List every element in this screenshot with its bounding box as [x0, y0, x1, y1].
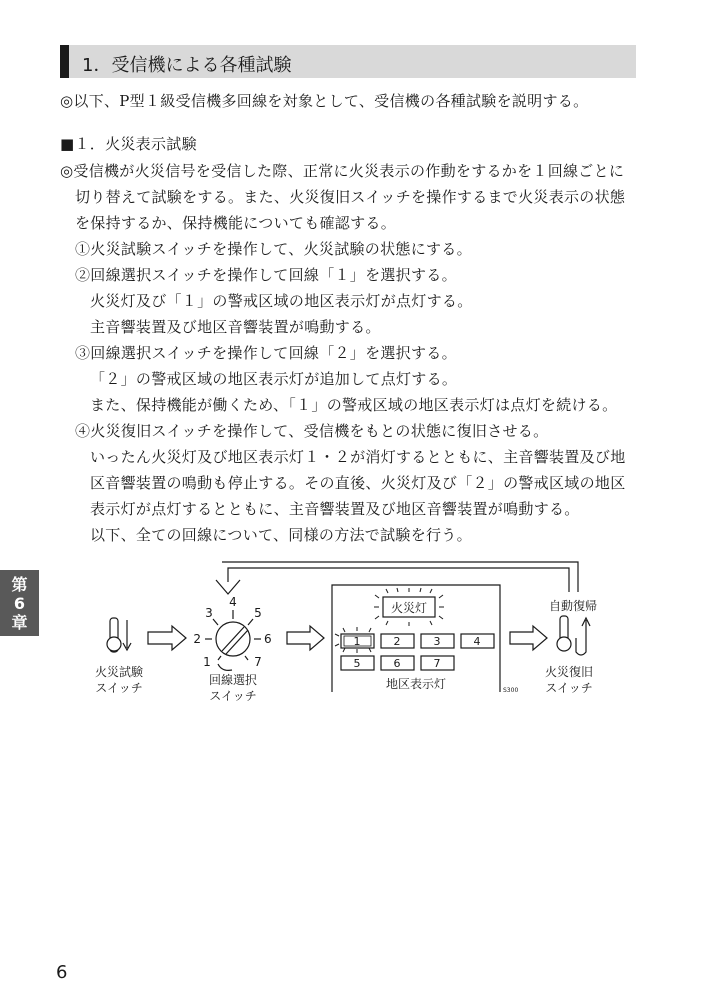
step-1: ①火災試験スイッチを操作して、火災試験の状態にする。	[75, 240, 472, 258]
intro-text: ◎以下、P型１級受信機多回線を対象として、受信機の各種試験を説明する。	[60, 92, 589, 110]
fire-test-switch-icon	[107, 618, 131, 652]
chapter-tab-char: 第	[11, 574, 28, 594]
zone-lamp-number: 7	[433, 657, 441, 670]
dial-number: 2	[193, 632, 201, 646]
zone-lamp-number: 4	[473, 635, 481, 648]
flow-arrow-icon	[148, 626, 186, 650]
section-header	[60, 45, 636, 78]
paragraph-line: ◎受信機が火災信号を受信した際、正常に火災表示の作動をするかを１回線ごとに	[60, 162, 625, 180]
auto-recovery-label: 自動復帰	[548, 599, 598, 613]
flow-arrow-icon	[287, 626, 324, 650]
dial-number: 7	[254, 655, 262, 669]
zone-panel-label: 地区表示灯	[385, 677, 447, 691]
zone-lamp-number: 3	[433, 635, 441, 648]
paragraph-line: 表示灯が点灯するとともに、主音響装置及び地区音響装置が鳴動する。	[90, 500, 580, 518]
paragraph-line: 区音響装置の鳴動も停止する。その直後、火災灯及び「２」の警戒区域の地区	[90, 474, 626, 492]
fire-lamp-label: 火災灯	[390, 601, 428, 615]
section-title: 1．受信機による各種試験	[82, 55, 292, 76]
paragraph-line: また、保持機能が働くため、「１」の警戒区域の地区表示灯は点灯を続ける。	[90, 396, 618, 414]
flow-arrow-icon	[510, 626, 547, 650]
step-2: ②回線選択スイッチを操作して回線「１」を選択する。	[75, 266, 457, 284]
section-header-bar	[60, 45, 69, 78]
zone-lamp-number: 6	[393, 657, 401, 670]
chapter-tab-char: 章	[11, 612, 28, 632]
subsection-title: ■１．火災表示試験	[60, 135, 197, 153]
paragraph-line: 以下、全ての回線について、同様の方法で試験を行う。	[90, 526, 472, 544]
paragraph-line: 主音響装置及び地区音響装置が鳴動する。	[90, 318, 381, 336]
paragraph-line: いったん火災灯及び地区表示灯１・２が消灯するとともに、主音響装置及び地	[90, 448, 626, 466]
zone-lamp-number: 2	[393, 635, 401, 648]
rotary-selector-icon	[205, 610, 261, 670]
figure-code: S300	[503, 687, 519, 694]
recovery-switch-label: 火災復旧	[544, 665, 594, 679]
step-3: ③回線選択スイッチを操作して回線「２」を選択する。	[75, 344, 457, 362]
paragraph-line: 切り替えて試験をする。また、火災復旧スイッチを操作するまで火災表示の状態	[75, 188, 626, 206]
recovery-switch-label: スイッチ	[545, 681, 593, 695]
zone-lamp-number: 1	[353, 635, 361, 648]
paragraph-line: 火災灯及び「１」の警戒区域の地区表示灯が点灯する。	[90, 292, 473, 310]
paragraph-line: を保持するか、保持機能についても確認する。	[75, 214, 397, 232]
paragraph-line: 「２」の警戒区域の地区表示灯が追加して点灯する。	[90, 370, 458, 388]
step-4: ④火災復旧スイッチを操作して、受信機をもとの状態に復旧させる。	[75, 422, 549, 440]
line-select-switch-label: スイッチ	[209, 689, 257, 703]
chapter-tab-number: 6	[13, 593, 26, 613]
zone-lamp-number: 5	[353, 657, 361, 670]
dial-number: 1	[203, 655, 211, 669]
fire-test-switch-label: 火災試験	[94, 665, 144, 679]
dial-number: 6	[264, 632, 272, 646]
fire-test-diagram	[0, 560, 706, 710]
dial-number: 5	[254, 606, 262, 620]
dial-number: 3	[205, 606, 213, 620]
line-select-switch-label: 回線選択	[208, 673, 258, 687]
dial-number: 4	[229, 595, 237, 609]
page-number: 6	[56, 962, 68, 983]
recovery-switch-icon	[557, 616, 590, 655]
fire-test-switch-label: スイッチ	[95, 681, 143, 695]
